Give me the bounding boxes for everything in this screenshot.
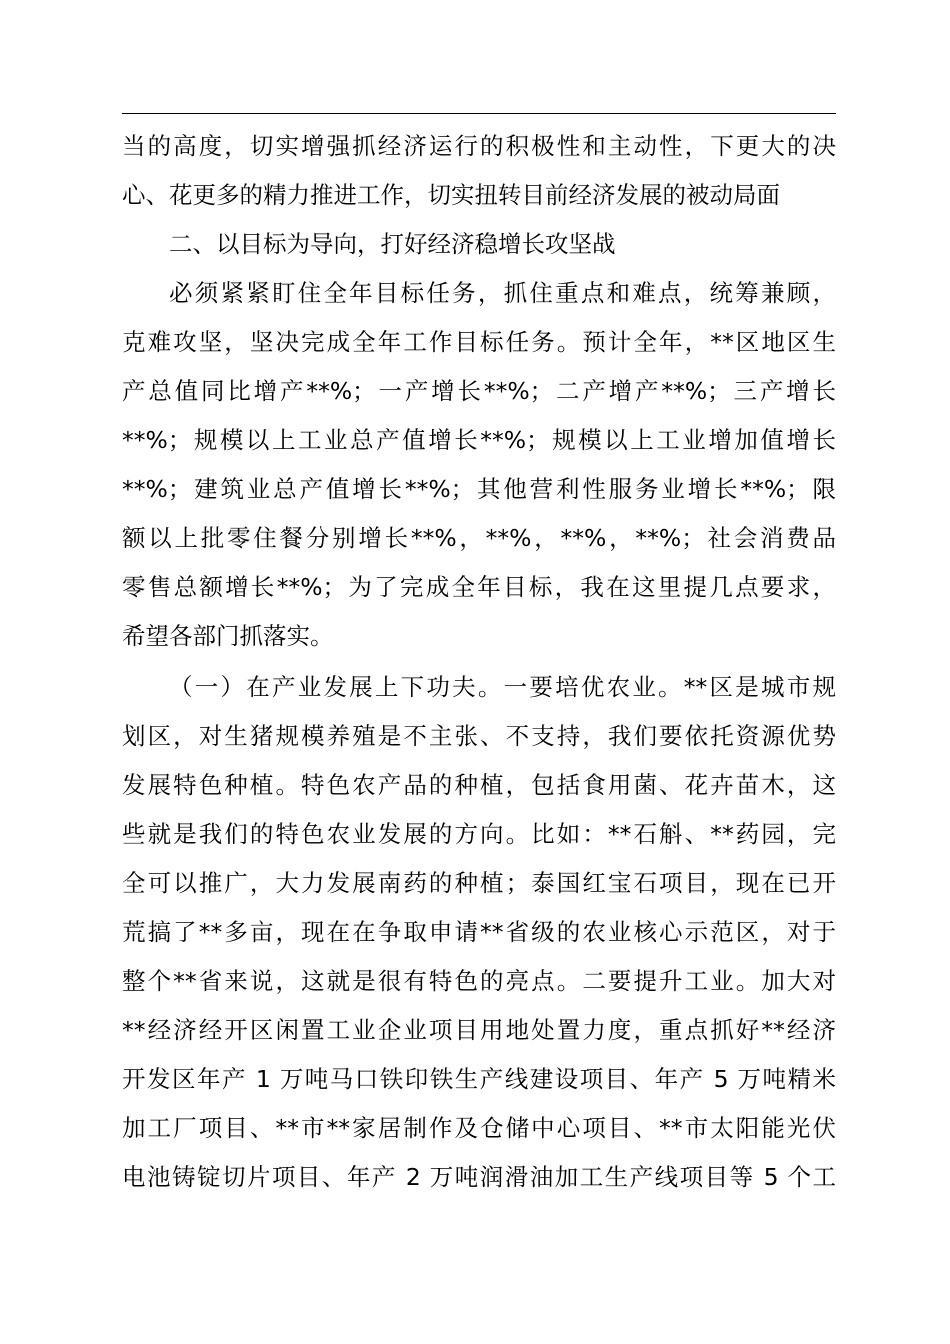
- text-line: 全可以推广，大力发展南药的种植；泰国红宝石项目，现在已开: [122, 869, 836, 897]
- text-line: 划区，对生猪规模养殖是不主张、不支持，我们要依托资源优势: [122, 722, 836, 750]
- text-line: 荒搞了**多亩，现在在争取申请**省级的农业核心示范区，对于: [122, 918, 836, 946]
- text-line: 发展特色种植。特色农产品的种植，包括食用菌、花卉苗木，这: [122, 771, 836, 799]
- text-line: 产总值同比增产**%；一产增长**%；二产增产**%；三产增长: [122, 377, 836, 405]
- text-line: 电池铸锭切片项目、年产 2 万吨润滑油加工生产线项目等 5 个工: [122, 1163, 836, 1191]
- text-line: 当的高度，切实增强抓经济运行的积极性和主动性，下更大的决: [122, 132, 836, 160]
- text-line: 克难攻坚，坚决完成全年工作目标任务。预计全年，**区地区生: [122, 328, 836, 356]
- text-line: **%；建筑业总产值增长**%；其他营利性服务业增长**%；限: [122, 475, 836, 503]
- text-line: 额以上批零住餐分别增长**%，**%，**%，**%；社会消费品: [122, 524, 836, 552]
- text-line: 些就是我们的特色农业发展的方向。比如：**石斛、**药园，完: [122, 820, 836, 848]
- paragraph-industry: [122, 663, 836, 1202]
- text-line: 必须紧紧盯住全年目标任务，抓住重点和难点，统筹兼顾，: [169, 279, 836, 307]
- text-line: 开发区年产 1 万吨马口铁印铁生产线建设项目、年产 5 万吨精米: [122, 1065, 836, 1093]
- text-line: **%；规模以上工业总产值增长**%；规模以上工业增加值增长: [122, 426, 836, 454]
- document-body: [122, 122, 836, 1202]
- paragraph-targets: [122, 269, 836, 661]
- section-heading: [122, 220, 836, 269]
- paragraph-continuation: [122, 122, 836, 220]
- text-line: 心、花更多的精力推进工作，切实扭转目前经济发展的被动局面: [122, 181, 780, 209]
- text-line: 加工厂项目、**市**家居制作及仓储中心项目、**市太阳能光伏: [122, 1114, 836, 1142]
- header-rule: [122, 113, 836, 114]
- text-line: 整个**省来说，这就是很有特色的亮点。二要提升工业。加大对: [122, 967, 836, 995]
- text-line: **经济经开区闲置工业企业项目用地处置力度，重点抓好**经济: [122, 1016, 836, 1044]
- text-line: 零售总额增长**%；为了完成全年目标，我在这里提几点要求，: [122, 573, 836, 601]
- text-line: （一）在产业发展上下功夫。一要培优农业。**区是城市规: [169, 673, 836, 701]
- heading-line: 二、以目标为导向，打好经济稳增长攻坚战: [169, 230, 616, 258]
- text-line: 希望各部门抓落实。: [122, 622, 334, 650]
